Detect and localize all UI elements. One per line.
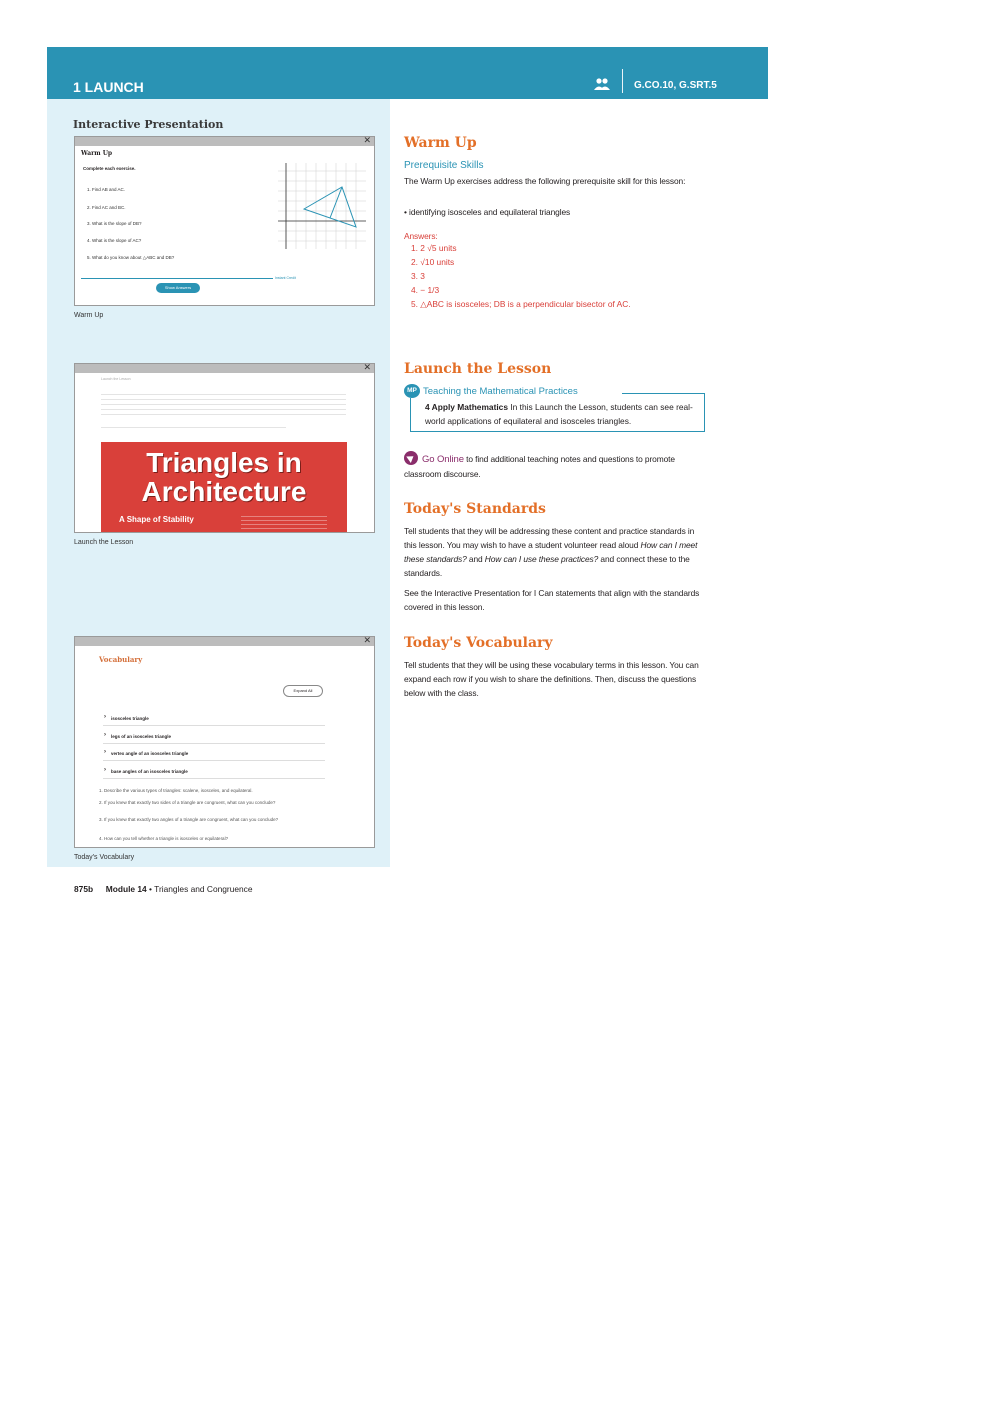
lesson-banner: [101, 442, 347, 533]
vocabulary-heading: Today's Vocabulary: [404, 635, 553, 651]
vocabulary-screen[interactable]: [74, 636, 375, 848]
panel-title: Interactive Presentation: [73, 118, 224, 131]
banner-title: Triangles in: [146, 447, 302, 478]
go-online-link[interactable]: Go Online: [422, 454, 464, 465]
warm-up-heading: Warm Up: [404, 135, 477, 151]
module-label: Module 14: [105, 884, 147, 894]
section-title: 1 LAUNCH: [73, 79, 144, 95]
expand-all-button[interactable]: Expand All: [283, 685, 323, 697]
discussion-question: 2. If you knew that exactly two sides of a triangle are congruent, what can you conclude?: [99, 800, 276, 805]
vocab-row[interactable]: › base angles of an isosceles triangle: [103, 762, 325, 779]
standards-paragraph: Tell students that they will be addressing these content and practice standards in this lesson. You may wish to have a student volunteer read aloud How can I meet these standards? and How can I use these practices? and connect these to the standards.: [404, 526, 698, 578]
exercise-item: 4. What is the slope of AC?: [87, 238, 142, 243]
chevron-right-icon: ›: [104, 767, 106, 773]
launch-lesson-screen[interactable]: [74, 363, 375, 533]
screen-instruction: Complete each exercise.: [83, 166, 136, 171]
chevron-right-icon: ›: [104, 732, 106, 738]
banner-subtitle: A Shape of Stability: [119, 515, 194, 524]
launch-heading: Launch the Lesson: [404, 361, 552, 377]
mp-title: Teaching the Mathematical Practices: [423, 386, 578, 397]
screen-caption: Launch the Lesson: [74, 539, 134, 546]
exercise-item: 1. Find AB and AC.: [87, 187, 126, 192]
close-icon[interactable]: ✕: [363, 363, 371, 372]
prerequisite-bullet: • identifying isosceles and equilateral triangles: [404, 207, 571, 217]
header-bar: [47, 47, 768, 99]
group-icon: [594, 77, 610, 91]
warm-up-screen[interactable]: [74, 136, 375, 306]
answer-item: 5. △ABC is isosceles; DB is a perpendicular bisector of AC.: [411, 299, 631, 309]
close-icon[interactable]: ✕: [363, 136, 371, 145]
exercise-item: 3. What is the slope of DB?: [87, 221, 142, 226]
discussion-question: 4. How can you tell whether a triangle is isosceles or equilateral?: [99, 836, 229, 841]
vocabulary-paragraph: Tell students that they will be using these vocabulary terms in this lesson. You can expand each row if you wish to share the definitions. Then, discuss the questions below with the class.: [404, 660, 699, 698]
faint-text-block: [101, 392, 346, 418]
interactive-presentation-panel: [47, 99, 390, 867]
discussion-question: 1. Describe the various types of triangles: scalene, isosceles, and equilateral.: [99, 788, 253, 793]
standards-heading: Today's Standards: [404, 501, 546, 517]
vocab-row[interactable]: › legs of an isosceles triangle: [103, 727, 325, 744]
show-answers-button[interactable]: Show Answers: [156, 283, 200, 293]
screen-titlebar: [75, 137, 374, 146]
answer-item: 1. 2 √5 units: [411, 243, 457, 253]
vocab-row[interactable]: › isosceles triangle: [103, 709, 325, 726]
chevron-right-icon: ›: [104, 749, 106, 755]
screen-titlebar: [75, 637, 374, 646]
answers-label: Answers:: [404, 231, 438, 241]
coordinate-grid: [278, 163, 366, 249]
chevron-right-icon: ›: [104, 714, 106, 720]
close-icon[interactable]: ✕: [363, 636, 371, 645]
prerequisite-heading: Prerequisite Skills: [404, 160, 484, 171]
module-topic: Triangles and Congruence: [154, 884, 253, 894]
standards-code: G.CO.10, G.SRT.5: [634, 80, 717, 91]
exercise-item: 2. Find AC and BC.: [87, 205, 126, 210]
answer-item: 3. 3: [411, 271, 425, 281]
mp-icon: MP: [404, 384, 420, 398]
screen-titlebar: [75, 364, 374, 373]
answer-item: 4. − 1/3: [411, 285, 440, 295]
screen-heading: Launch the Lesson: [101, 377, 131, 381]
banner-note: [241, 515, 327, 533]
screen-caption: Warm Up: [74, 312, 104, 319]
screen-heading: Warm Up: [81, 150, 113, 157]
screen-heading: Vocabulary: [99, 655, 143, 664]
page-footer: 875b Module 14 • Triangles and Congruence: [74, 884, 253, 894]
vocab-row[interactable]: › vertex angle of an isosceles triangle: [103, 744, 325, 761]
warm-up-text: The Warm Up exercises address the following prerequisite skill for this lesson:: [404, 176, 686, 186]
instant-credit-link[interactable]: Instant Credit: [275, 276, 296, 280]
banner-title: Architecture: [141, 476, 307, 507]
standards-paragraph: See the Interactive Presentation for I Can statements that align with the standards covered in this lesson.: [404, 588, 700, 612]
page-number: 875b: [74, 884, 94, 894]
exercise-item: 5. What do you know about △ABC and DB?: [87, 255, 175, 260]
answer-divider: [81, 278, 273, 279]
discussion-question: 3. If you knew that exactly two angles of a triangle are congruent, what can you conclude?: [99, 817, 279, 822]
mp-text: 4 Apply Mathematics In this Launch the Lesson, students can see real-world applications of equilateral and isosceles triangles.: [425, 402, 693, 426]
faint-text-line: [101, 426, 286, 430]
answer-item: 2. √10 units: [411, 257, 455, 267]
header-divider: [622, 69, 623, 93]
screen-caption: Today's Vocabulary: [74, 854, 135, 861]
go-online-text: Go Online to find additional teaching notes and questions to promote classroom discourse.: [404, 454, 675, 479]
